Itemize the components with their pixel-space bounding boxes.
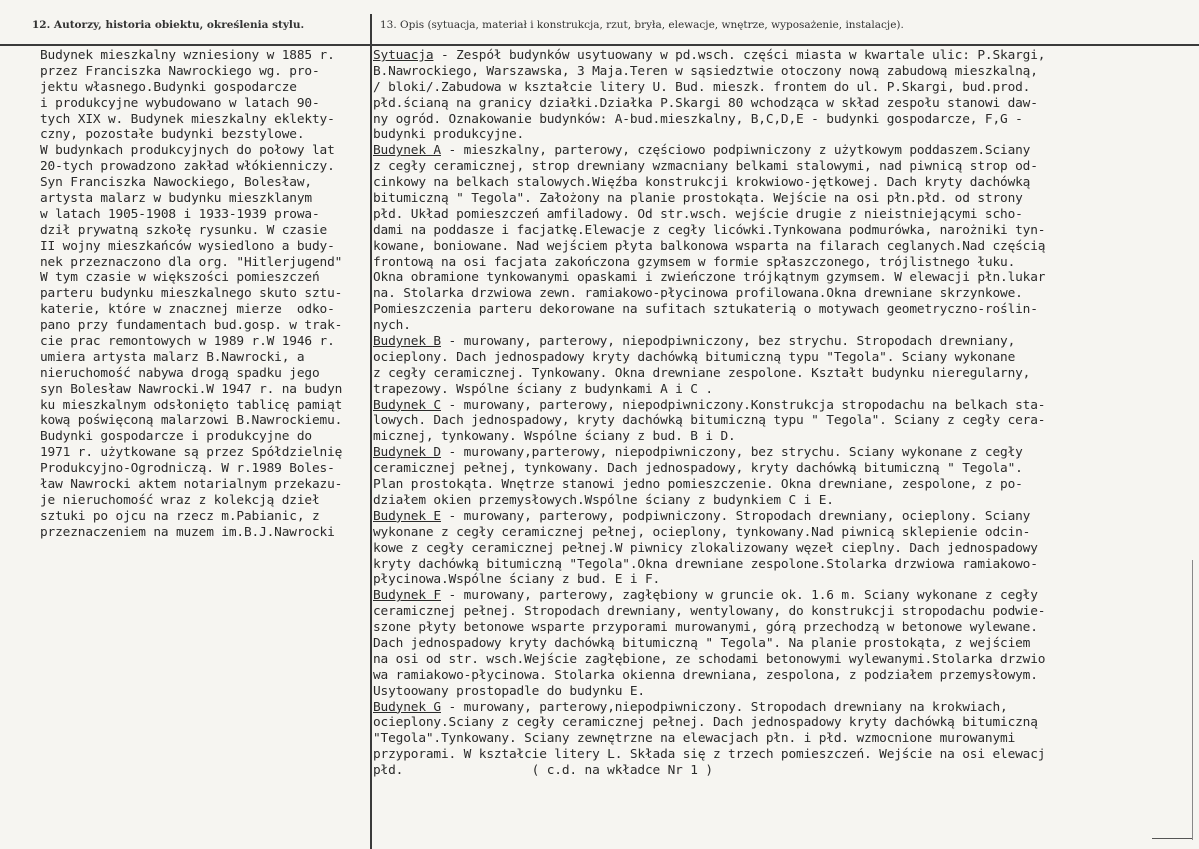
line-text: - murowany, parterowy, niepodpiwniczony, bez strychu. Stropodach drewniany, (441, 334, 1016, 350)
description-line (373, 557, 1173, 573)
history-line: II wojny mieszkańców wysiedlono a budy- (40, 238, 335, 254)
description-line (373, 588, 1173, 604)
history-line: kową poświęconą malarzowi B.Nawrockiemu. (40, 413, 343, 429)
description-line (373, 700, 1173, 716)
description-line (373, 270, 1173, 286)
section-label: Budynek C (373, 397, 441, 413)
description-line (373, 239, 1173, 255)
description-line (373, 366, 1173, 382)
history-line: i produkcyjne wybudowano w latach 90- (40, 95, 320, 111)
description-line (373, 318, 1173, 334)
description-line (373, 207, 1173, 223)
history-line: 1971 r. użytkowane są przez Spółdzielnię (40, 445, 343, 461)
line-text: ocieplony.Sciany z cegły ceramicznej pełnej. Dach jednospadowy kryty dachówką bitumiczną (373, 715, 1038, 731)
line-text: szone płyty betonowe wsparte przyporami murowanymi, górą przechodzą w betonowe wylewane. (373, 620, 1038, 636)
description-line (373, 143, 1173, 159)
history-line: przez Franciszka Nawrockiego wg. pro- (40, 63, 320, 79)
line-text: lowych. Dach jednospadowy, kryty dachówką bitumiczną typu " Tegola". Sciany z cegły cera- (373, 413, 1046, 429)
line-text: dami na poddasze i facjatkę.Elewacje z cegły licówki.Tynkowana podmurówka, narożniki tyn- (373, 222, 1046, 238)
bottom-edge-mark (1152, 838, 1192, 839)
description-line (373, 620, 1173, 636)
description-line (373, 493, 1173, 509)
description-line (373, 127, 1173, 143)
description-line (373, 159, 1173, 175)
description-line (373, 413, 1173, 429)
history-line: Budynki gospodarcze i produkcyjne do (40, 429, 312, 445)
description-line (373, 525, 1173, 541)
description-line (373, 461, 1173, 477)
line-text: nych. (373, 318, 411, 334)
description-line (373, 112, 1173, 128)
description-line (373, 477, 1173, 493)
description-line (373, 223, 1173, 239)
line-text: ocieplony. Dach jednospadowy kryty dachówką bitumiczną typu "Tegola". Sciany wykonane (373, 349, 1016, 365)
description-line (373, 286, 1173, 302)
history-line: jektu własnego.Budynki gospodarcze (40, 79, 297, 95)
description-line (373, 715, 1173, 731)
history-line: syn Bolesław Nawrocki.W 1947 r. na budyn (40, 381, 343, 397)
section-label: Budynek E (373, 508, 441, 524)
description-line (373, 509, 1173, 525)
description-line (373, 382, 1173, 398)
line-text: cinkowy na belkach stalowych.Więźba konstrukcji krokwiowo-jętkowej. Dach kryty dachówką (373, 175, 1031, 191)
line-text: płd. ( c.d. na wkładce Nr 1 ) (373, 763, 713, 779)
history-line: nek przeznaczono dla org. "Hitlerjugend" (40, 254, 343, 270)
line-text: micznej, tynkowany. Wspólne ściany z bud. B i D. (373, 429, 736, 445)
line-text: ceramicznej pełnej. Stropodach drewniany, wentylowany, do konstrukcji stropodachu podwie- (373, 604, 1046, 620)
line-text: - murowany, parterowy,niepodpiwniczony. Stropodach drewniany na krokwiach, (441, 699, 1008, 715)
description-line (373, 191, 1173, 207)
history-line: Syn Franciszka Nawockiego, Bolesław, (40, 175, 312, 191)
description-line (373, 398, 1173, 414)
description-line (373, 334, 1173, 350)
line-text: trapezowy. Wspólne ściany z budynkami A i C . (373, 381, 713, 397)
history-line: Produkcyjno-Ogrodniczą. W r.1989 Boles- (40, 461, 335, 477)
header-rule (0, 44, 1199, 46)
history-line: je nieruchomość wraz z kolekcją dzieł (40, 492, 320, 508)
line-text: frontową na osi facjata zakończona gzymsem w formie spłaszczonego, trójlistnego łuku. (373, 254, 1016, 270)
line-text: przyporami. W kształcie litery L. Składa się z trzech pomieszczeń. Wejście na osi elewacj (373, 747, 1046, 763)
column-divider (370, 14, 372, 849)
section-label: Budynek D (373, 445, 441, 461)
page-edge-line (1192, 560, 1193, 840)
history-line: sztuki po ojcu na rzecz m.Pabianic, z (40, 508, 320, 524)
line-text: - murowany, parterowy, zagłębiony w gruncie ok. 1.6 m. Sciany wykonane z cegły (441, 588, 1038, 604)
description-line (373, 636, 1173, 652)
history-line: umiera artysta malarz B.Nawrocki, a (40, 349, 305, 365)
line-text: Pomieszczenia parteru dekorowane na sufitach sztukaterią o motywach geometryczno-roślin- (373, 302, 1038, 318)
description-line (373, 684, 1173, 700)
line-text: - murowany,parterowy, niepodpiwniczony, bez strychu. Sciany wykonane z cegły (441, 445, 1023, 461)
line-text: - murowany, parterowy, niepodpiwniczony.Konstrukcja stropodachu na belkach sta- (441, 397, 1046, 413)
description-line (373, 255, 1173, 271)
line-text: płd.ścianą na granicy działki.Działka P.Skargi 80 wchodząca w skład zespołu stanowi daw- (373, 95, 1038, 111)
line-text: kryty dachówką bitumiczną "Tegola".Okna drewniane zespolone.Stolarka drzwiowa ramiakowo- (373, 556, 1038, 572)
line-text: budynki produkcyjne. (373, 127, 525, 143)
description-line (373, 350, 1173, 366)
description-line (373, 175, 1173, 191)
description-line (373, 604, 1173, 620)
description-line (373, 747, 1173, 763)
description-line (373, 731, 1173, 747)
description-line (373, 302, 1173, 318)
line-text: - mieszkalny, parterowy, częściowo podpiwniczony z użytkowym poddaszem.Sciany (441, 143, 1031, 159)
section-label: Budynek B (373, 334, 441, 350)
description-column (373, 48, 1173, 779)
line-text: bitumiczną " Tegola". Założony na planie prostokąta. Wejście na osi płn.płd. od strony (373, 191, 1023, 207)
description-line (373, 429, 1173, 445)
line-text: Usytoowany prostopadle do budynku E. (373, 683, 645, 699)
line-text: płd. Układ pomieszczeń amfiladowy. Od str.wsch. wejście drugie z nieistniejącymi scho- (373, 206, 1023, 222)
description-line (373, 572, 1173, 588)
line-text: z cegły ceramicznej. Tynkowany. Okna drewniane zespolone. Kształt budynku nieregularny, (373, 365, 1031, 381)
history-line: pano przy fundamentach bud.gosp. w trak- (40, 318, 343, 334)
history-line: cie prac remontowych w 1989 r.W 1946 r. (40, 334, 335, 350)
description-line (373, 64, 1173, 80)
section-label: Sytuacja (373, 48, 434, 63)
history-line: W budynkach produkcyjnych do połowy lat (40, 143, 335, 159)
history-line: parteru budynku mieszkalnego skuto sztu- (40, 286, 343, 302)
history-line: artysta malarz w budynku mieszklanym (40, 191, 312, 207)
history-line: Budynek mieszkalny wzniesiony w 1885 r. (40, 48, 335, 63)
line-text: na osi od str. wsch.Wejście zagłębione, ze schodami betonowymi wylewanymi.Stolarka drzwio (373, 651, 1046, 667)
line-text: działem okien przemysłowych.Wspólne ściany z budynkiem C i E. (373, 492, 834, 508)
history-column (40, 48, 370, 541)
description-line (373, 763, 1173, 779)
line-text: płycinowa.Wspólne ściany z bud. E i F. (373, 572, 661, 588)
section-label: Budynek F (373, 588, 441, 604)
history-line: katerie, które w znacznej mierze odko- (40, 302, 335, 318)
history-line: ku mieszkalnym odsłonięto tablicę pamiąt (40, 397, 343, 413)
line-text: Plan prostokąta. Wnętrze stanowi jedno pomieszczenie. Okna drewniane, zespolone, z po- (373, 477, 1023, 493)
history-line: 20-tych prowadzono zakład włókienniczy. (40, 159, 335, 175)
line-text: Okna obramione tynkowanymi opaskami i zwieńczone trójkątnym gzymsem. W elewacji płn.lukar (373, 270, 1046, 286)
line-text: ceramicznej pełnej, tynkowany. Dach jednospadowy, kryty dachówką bitumiczną " Tegola". (373, 461, 1023, 477)
history-line: nieruchomość nabywa drogą spadku jego (40, 365, 320, 381)
history-line: ław Nawrocki aktem notarialnym przekazu- (40, 477, 343, 493)
section-13-header: 13. Opis (sytuacja, materiał i konstrukcja, rzut, bryła, elewacje, wnętrze, wyposażenie, instalacje). (380, 19, 904, 31)
section-label: Budynek A (373, 143, 441, 159)
description-line (373, 96, 1173, 112)
line-text: wa ramiakowo-płycinowa. Stolarka okienna drewniana, zespolona, z podziałem przemysłowym. (373, 667, 1038, 683)
line-text: na. Stolarka drzwiowa zewn. ramiakowo-płycinowa profilowana.Okna drewniane skrzynkowe. (373, 286, 1023, 302)
line-text: Dach jednospadowy kryty dachówką bitumiczną " Tegola". Na planie prostokąta, z wejściem (373, 635, 1031, 651)
history-line: przeznaczeniem na muzem im.B.J.Nawrocki (40, 524, 335, 540)
line-text: B.Nawrockiego, Warszawska, 3 Maja.Teren w sąsiedztwie otoczony nową zabudową mieszkalną, (373, 63, 1038, 79)
description-line (373, 48, 1173, 64)
section-label: Budynek G (373, 699, 441, 715)
description-line (373, 80, 1173, 96)
line-text: z cegły ceramicznej, strop drewniany wzmacniany belkami stalowymi, nad piwnicą strop od- (373, 159, 1038, 175)
line-text: kowane, boniowane. Nad wejściem płyta balkonowa wsparta na filarach ceglanych.Nad częścią (373, 238, 1046, 254)
history-line: dził prywatną szkołę rysunku. W czasie (40, 222, 328, 238)
line-text: ny ogród. Oznakowanie budynków: A-bud.mieszkalny, B,C,D,E - budynki gospodarcze, F,G - (373, 111, 1023, 127)
description-line (373, 652, 1173, 668)
history-line: w latach 1905-1908 i 1933-1939 prowa- (40, 206, 320, 222)
history-line: tych XIX w. Budynek mieszkalny eklekty- (40, 111, 335, 127)
line-text: kowe z cegły ceramicznej pełnej.W piwnicy zlokalizowany węzeł cieplny. Dach jednospadowy (373, 540, 1038, 556)
line-text: / bloki/.Zabudowa w kształcie litery U. Bud. mieszk. frontem do ul. P.Skargi, bud.prod. (373, 79, 1031, 95)
description-line (373, 541, 1173, 557)
history-line: W tym czasie w większości pomieszczeń (40, 270, 320, 286)
section-12-header: 12. Autorzy, historia obiektu, określenia stylu. (32, 19, 305, 31)
line-text: "Tegola".Tynkowany. Sciany zewnętrzne na elewacjach płn. i płd. wzmocnione murowanymi (373, 731, 1016, 747)
description-line (373, 668, 1173, 684)
description-line (373, 445, 1173, 461)
line-text: wykonane z cegły ceramicznej pełnej, ocieplony, tynkowany.Nad piwnicą sklepienie odcin- (373, 524, 1031, 540)
line-text: - Zespół budynków usytuowany w pd.wsch. części miasta w kwartale ulic: P.Skargi, (433, 48, 1046, 63)
history-line: czny, pozostałe budynki bezstylowe. (40, 127, 305, 143)
line-text: - murowany, parterowy, podpiwniczony. Stropodach drewniany, ocieplony. Sciany (441, 508, 1031, 524)
